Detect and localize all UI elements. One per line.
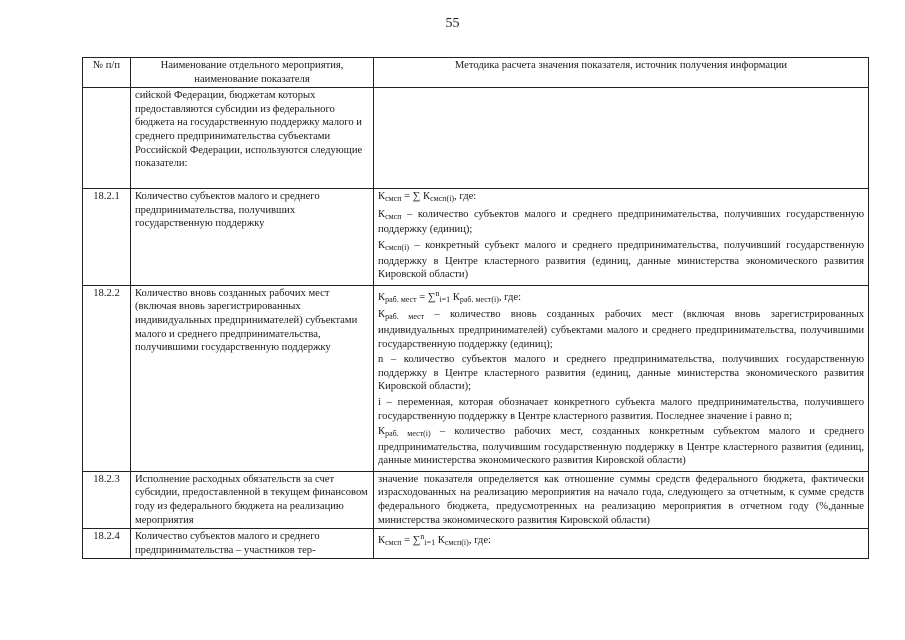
definition: $К_{раб. мест(i)}$ – количество рабочих мест, созданных конкретным субъектом малого и среднего предпринимательства, получившим государственную поддержку в Центре кластерного развития (единиц, данные министерства экономического развития Кировской области) <box>378 426 865 467</box>
row-name: Количество субъектов малого и среднего предпринимательства – участников тер- <box>131 529 374 559</box>
definition: n – количество субъектов малого и среднего предпринимательства, получивших государственную поддержку в Центре кластерного развития (единиц, данные министерства экономического развития Кировской области); <box>378 354 864 393</box>
indicator-methodology-table <box>82 57 869 559</box>
row-method <box>374 285 869 471</box>
table-row <box>83 471 869 528</box>
row-method <box>374 529 869 559</box>
formula: $К_{смсп}$ = ∑ $К_{смсп(i)}$, где: <box>378 191 477 204</box>
row-method <box>374 189 869 286</box>
row-number: 18.2.3 <box>83 471 131 528</box>
table-row <box>83 189 869 286</box>
row-name: Количество вновь созданных рабочих мест (включая вновь зарегистрированных индивидуальных предпринимателей) субъектами малого и среднего предпринимательства, получившими государственную поддержку <box>131 285 374 471</box>
definition: $К_{смсп}$ – количество субъектов малого и среднего предпринимательства, получивших государственную поддержку (единиц); <box>378 208 864 236</box>
header-name: Наименование отдельного мероприятия, наименование показателя <box>131 58 374 88</box>
row-name: сийской Федерации, бюджетам которых предоставляются субсидии из федерального бюджета на государственную поддержку малого и среднего предпринимательства субъектами Российской Федерации, используются следующие показатели: <box>131 88 374 189</box>
row-method <box>374 88 869 189</box>
table-row <box>83 88 869 189</box>
row-name: Количество субъектов малого и среднего предпринимательства, получивших государственную поддержку <box>131 189 374 286</box>
row-number: 18.2.4 <box>83 529 131 559</box>
header-number: № п/п <box>83 58 131 88</box>
table-row <box>83 529 869 559</box>
page-number: 55 <box>445 16 460 31</box>
row-number <box>83 88 131 189</box>
definition: $К_{раб. мест}$ – количество вновь созданных рабочих мест (включая вновь зарегистрированных индивидуальных предпринимателей) субъектами малого и среднего предпринимательства, получившими государственную поддержку (единиц); <box>378 309 864 350</box>
table-header-row <box>83 58 869 88</box>
row-method: значение показателя определяется как отношение суммы средств федерального бюджета, фактически израсходованных на реализацию мероприятия на начало года, следующего за отчетным, к сумме средств федерального бюджета, предусмотренных на реализацию мероприятия в отчетном году (%,данные министерства экономического развития Кировской области) <box>374 471 869 528</box>
row-number: 18.2.1 <box>83 189 131 286</box>
formula: $К_{раб. мест} = \sum^n_{i=1}$ $К_{раб. мест(i)}$, где: <box>378 288 522 304</box>
definition: i – переменная, которая обозначает конкретного субъекта малого предпринимательства, получившего государственную поддержку в Центре кластерного развития. Последнее значение i равно n; <box>378 396 864 422</box>
row-name: Исполнение расходных обязательств за счет субсидии, предоставленной в текущем финансовом году из федерального бюджета на реализацию мероприятия <box>131 471 374 528</box>
header-method: Методика расчета значения показателя, источник получения информации <box>374 58 869 88</box>
formula: $К_{смсп} = \sum^n_{i=1}$ $К_{смсп(i)}$, где: <box>378 532 491 548</box>
table-row <box>83 285 869 471</box>
definition: $К_{смсп(i)}$ – конкретный субъект малого и среднего предпринимательства, получивший государственную поддержку в Центре кластерного развития (единиц, данные министерства экономического развития Кировской области) <box>378 239 864 281</box>
row-number: 18.2.2 <box>83 285 131 471</box>
